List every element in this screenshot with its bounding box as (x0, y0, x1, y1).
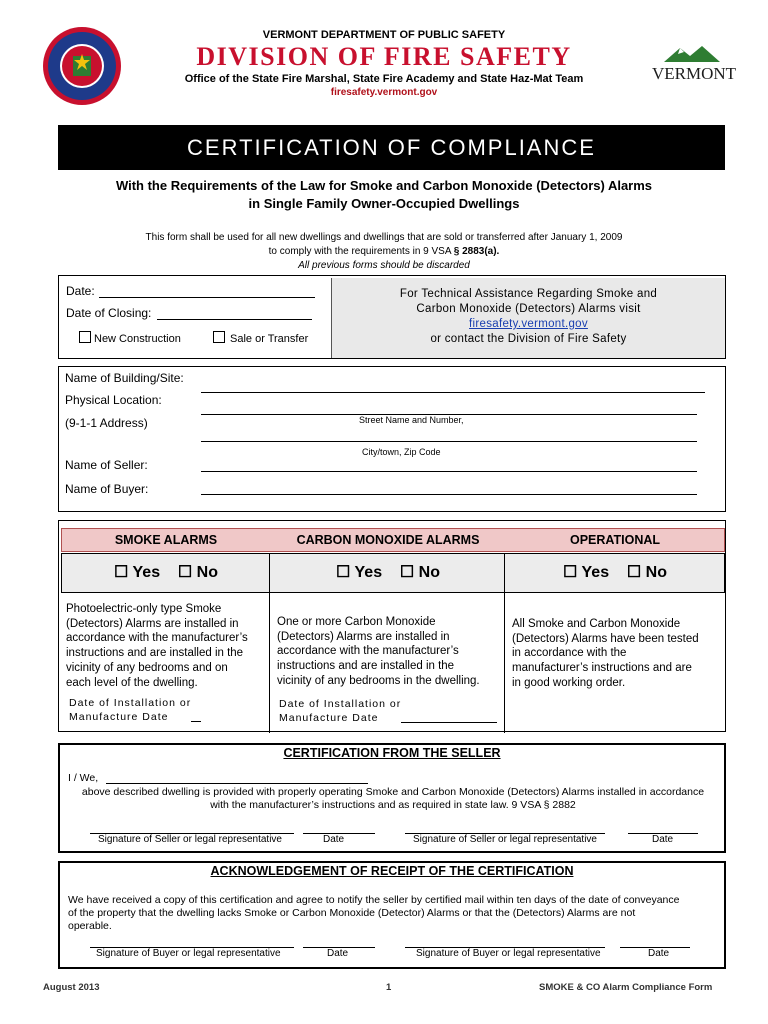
header-smoke-alarms: SMOKE ALARMS (114, 533, 218, 547)
smoke-desc-line: Photoelectric-only type Smoke (66, 603, 222, 615)
co-install-date-field[interactable] (401, 722, 497, 723)
assist-link[interactable]: firesafety.vermont.gov (469, 318, 588, 330)
buyer-date-1-label: Date (327, 948, 349, 959)
subtitle-line-1: With the Requirements of the Law for Smoke and Carbon Monoxide (Detectors) Alarms (115, 178, 653, 193)
buyer-date-2-label: Date (648, 948, 670, 959)
buyer-name-field[interactable] (201, 494, 697, 495)
seller-cert-line-3: with the manufacturer’s instructions and as required in state law. 9 VSA § 2882 (210, 799, 576, 811)
assist-line-2: Carbon Monoxide (Detectors) Alarms visit (416, 303, 641, 315)
buyer-name-label: Name of Buyer: (65, 482, 149, 496)
sale-transfer-label: Sale or Transfer (230, 333, 309, 345)
smoke-install-date-field[interactable] (191, 721, 201, 722)
co-install-line-1: Date of Installation or (279, 698, 402, 710)
co-desc-line: vicinity of any bedrooms in the dwelling. (277, 674, 480, 687)
form-title: CERTIFICATION OF COMPLIANCE (58, 125, 725, 170)
co-desc-line: accordance with the manufacturer’s (277, 645, 459, 658)
smoke-desc-line: (Detectors) Alarms are installed in (66, 617, 239, 630)
buyer-signature-1-label: Signature of Buyer or legal representative (96, 948, 281, 959)
building-name-label: Name of Building/Site: (65, 371, 184, 385)
operational-desc-line: in accordance with the (512, 647, 627, 660)
seller-names-field[interactable] (106, 783, 368, 784)
seller-signature-2-label: Signature of Seller or legal representative (413, 834, 597, 845)
closing-date-field[interactable] (157, 319, 312, 320)
footer-form-name: SMOKE & CO Alarm Compliance Form (539, 982, 713, 993)
date-field[interactable] (99, 297, 315, 298)
footer-page-number: 1 (386, 982, 392, 993)
smoke-no-checkbox[interactable]: ☐ No (177, 564, 218, 581)
building-name-field[interactable] (201, 392, 705, 393)
address-label: (9-1-1 Address) (65, 416, 148, 430)
date-label: Date: (66, 284, 95, 298)
ack-heading: ACKNOWLEDGEMENT OF RECEIPT OF THE CERTIFICATION (210, 864, 574, 878)
smoke-install-date-label (69, 696, 191, 724)
header-operational: OPERATIONAL (569, 533, 661, 547)
ack-line-1: We have received a copy of this certification and agree to notify the seller by certified mail within ten days of the date of conveyance (68, 894, 680, 906)
statute-ref: § 2883(a). (453, 246, 500, 257)
operational-no-checkbox[interactable]: ☐ No (626, 564, 667, 581)
co-desc-line: One or more Carbon Monoxide (277, 616, 436, 628)
notice-line-3: All previous forms should be discarded (298, 260, 470, 271)
notice-line-2 (0, 245, 768, 259)
department-name: VERMONT DEPARTMENT OF PUBLIC SAFETY (262, 29, 506, 41)
yes-no-row (61, 553, 725, 593)
co-install-line-2: Manufacture Date (279, 712, 379, 724)
co-yes-no (272, 554, 504, 592)
assist-line-3: or contact the Division of Fire Safety (430, 333, 627, 345)
header-co-alarms: CARBON MONOXIDE ALARMS (296, 533, 480, 547)
seller-cert-heading: CERTIFICATION FROM THE SELLER (283, 746, 501, 760)
alarms-table (58, 520, 726, 732)
operational-desc-line: in good working order. (512, 676, 626, 689)
physical-location-label: Physical Location: (65, 393, 162, 407)
co-alarm-description (277, 615, 503, 689)
co-install-date-label (279, 697, 401, 725)
operational-desc-line: manufacturer’s instructions and are (512, 662, 692, 675)
seller-date-1-label: Date (323, 834, 345, 845)
form-notice (0, 231, 768, 273)
buyer-signature-2-label: Signature of Buyer or legal representative (416, 948, 601, 959)
city-caption: City/town, Zip Code (362, 447, 441, 457)
technical-assistance-panel (331, 278, 725, 358)
operational-desc-line: (Detectors) Alarms have been tested (512, 632, 699, 645)
smoke-install-line-1: Date of Installation or (69, 697, 192, 709)
co-no-checkbox[interactable]: ☐ No (399, 564, 440, 581)
smoke-alarm-description (66, 602, 266, 690)
subtitle-line-2: in Single Family Owner-Occupied Dwellings (248, 196, 520, 211)
column-divider-1 (269, 553, 270, 733)
form-subtitle (0, 177, 768, 213)
city-field[interactable] (201, 441, 697, 442)
seller-certification-box (58, 743, 726, 853)
alarms-header-row (61, 528, 725, 552)
smoke-install-line-2: Manufacture Date (69, 711, 169, 723)
division-title: DIVISION OF FIRE SAFETY (196, 42, 572, 71)
date-fields (59, 276, 329, 358)
closing-date-label: Date of Closing: (66, 306, 152, 320)
smoke-desc-line: vicinity of any bedrooms and on (66, 661, 228, 674)
seller-cert-line-2: above described dwelling is provided with properly operating Smoke and Carbon Monoxide (Detectors) Alarms installed in accordance (81, 786, 705, 798)
website-link[interactable]: firesafety.vermont.gov (330, 87, 438, 98)
ack-line-3: operable. (68, 920, 112, 932)
ack-line-2: of the property that the dwelling lacks Smoke or Carbon Monoxide (Detector) Alarms or that the (Detectors) Alarms are not (68, 907, 636, 919)
footer-date: August 2013 (43, 982, 100, 993)
assist-line-1: For Technical Assistance Regarding Smoke and (399, 288, 658, 300)
seller-date-2-label: Date (652, 834, 674, 845)
buyer-acknowledgement-box (58, 861, 726, 969)
property-info-box (58, 366, 726, 512)
sale-transfer-checkbox[interactable] (213, 331, 225, 343)
vermont-logo-text: VERMONT (652, 64, 737, 83)
seller-name-field[interactable] (201, 471, 697, 472)
seller-name-label: Name of Seller: (65, 458, 148, 472)
new-construction-label: New Construction (94, 333, 181, 345)
co-desc-line: instructions and are installed in the (277, 660, 455, 673)
operational-yes-no (506, 554, 724, 592)
operational-yes-checkbox[interactable]: ☐ Yes (563, 564, 610, 581)
operational-description (512, 617, 722, 691)
smoke-yes-checkbox[interactable]: ☐ Yes (114, 564, 161, 581)
new-construction-checkbox[interactable] (79, 331, 91, 343)
street-caption: Street Name and Number, (359, 415, 464, 425)
column-divider-2 (504, 553, 505, 733)
smoke-desc-line: each level of the dwelling. (66, 676, 198, 689)
operational-desc-line: All Smoke and Carbon Monoxide (512, 618, 681, 630)
office-line: Office of the State Fire Marshal, State Fire Academy and State Haz-Mat Team (184, 73, 584, 85)
seller-iwe-label: I / We, (68, 772, 99, 784)
notice-line-2-text: to comply with the requirements in 9 VSA (268, 246, 454, 257)
seller-signature-1-label: Signature of Seller or legal representative (98, 834, 282, 845)
smoke-desc-line: accordance with the manufacturer’s (66, 632, 248, 645)
date-and-assistance-box (58, 275, 726, 359)
co-yes-checkbox[interactable]: ☐ Yes (336, 564, 383, 581)
co-desc-line: (Detectors) Alarms are installed in (277, 630, 450, 643)
smoke-yes-no (62, 554, 270, 592)
smoke-desc-line: instructions and are installed in the (66, 647, 244, 660)
notice-line-1: This form shall be used for all new dwellings and dwellings that are sold or transferred after January 1, 2009 (145, 232, 623, 243)
